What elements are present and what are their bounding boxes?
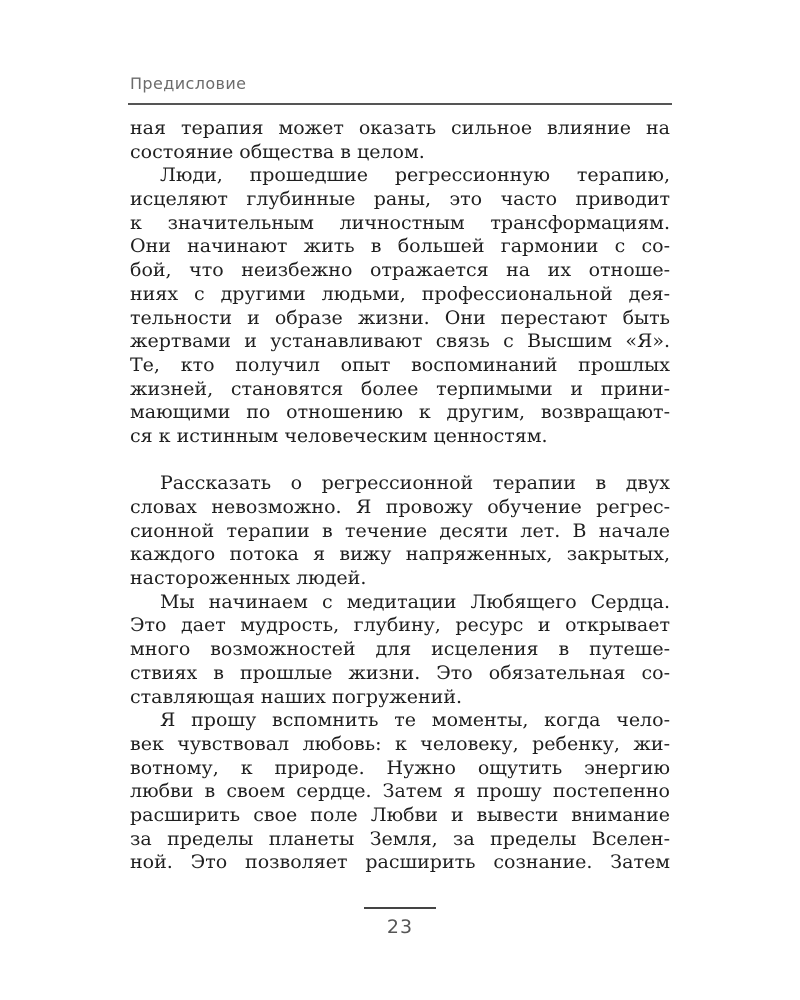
text-line: настороженных людей. bbox=[130, 567, 367, 590]
text-line: ной. Это позволяет расширить сознание. Затем bbox=[130, 851, 670, 874]
text-line: Люди, прошедшие регрессионную терапию, bbox=[160, 164, 670, 187]
paragraph-1 bbox=[130, 117, 670, 164]
text-line: мающими по отношению к другим, возвращают- bbox=[130, 401, 670, 424]
body-text bbox=[130, 117, 670, 875]
text-line: ная терапия может оказать сильное влияние на bbox=[130, 117, 670, 139]
text-line: каждого потока я вижу напряженных, закрытых, bbox=[130, 543, 670, 566]
text-line: Те, кто получил опыт воспоминаний прошлых bbox=[130, 353, 670, 376]
text-line: к значительным личностным трансформациям. bbox=[130, 211, 670, 234]
text-line: расширить свое поле Любви и вывести внимание bbox=[130, 803, 670, 826]
text-line: состояние общества в целом. bbox=[130, 140, 425, 163]
text-line: Рассказать о регрессионной терапии в двух bbox=[160, 472, 670, 495]
text-line: ствиях в прошлые жизни. Это обязательная со- bbox=[130, 661, 670, 684]
text-line: Это дает мудрость, глубину, ресурс и открывает bbox=[130, 614, 670, 637]
text-line: Они начинают жить в большей гармонии с со- bbox=[130, 235, 670, 258]
text-line: ниях с другими людьми, профессиональной дея- bbox=[130, 282, 670, 305]
text-line: жизней, становятся более терпимыми и прини- bbox=[130, 377, 670, 400]
text-line: ставляющая наших погружений. bbox=[130, 685, 463, 708]
text-line: Я прошу вспомнить те моменты, когда чело- bbox=[160, 709, 670, 732]
text-line: много возможностей для исцеления в путеше- bbox=[130, 638, 670, 661]
text-line: любви в своем сердце. Затем я прошу постепенно bbox=[130, 780, 670, 803]
header-rule bbox=[128, 103, 672, 105]
paragraph-4 bbox=[130, 591, 670, 709]
text-line: век чувствовал любовь: к человеку, ребенку, жи- bbox=[130, 732, 670, 755]
text-line: вотному, к природе. Нужно ощутить энергию bbox=[130, 756, 670, 779]
text-line: словах невозможно. Я провожу обучение регрес- bbox=[130, 496, 670, 518]
paragraph-3 bbox=[130, 472, 670, 590]
text-line: сионной терапии в течение десяти лет. В начале bbox=[130, 519, 670, 542]
page-number: 23 bbox=[386, 916, 414, 938]
text-line: бой, что неизбежно отражается на их отноше- bbox=[130, 259, 670, 282]
text-line: исцеляют глубинные раны, это часто приводит bbox=[130, 188, 670, 211]
paragraph-5 bbox=[130, 709, 670, 875]
text-line: Мы начинаем с медитации Любящего Сердца. bbox=[160, 590, 670, 613]
text-line: жертвами и устанавливают связь с Высшим «Я». bbox=[130, 330, 670, 353]
footer-rule bbox=[364, 907, 436, 909]
text-line: за пределы планеты Земля, за пределы Вселен- bbox=[130, 827, 670, 850]
section-break bbox=[130, 449, 670, 473]
paragraph-2 bbox=[130, 164, 670, 448]
text-line: ся к истинным человеческим ценностям. bbox=[130, 424, 548, 447]
running-header: Предисловие bbox=[130, 74, 247, 93]
text-line: тельности и образе жизни. Они перестают быть bbox=[130, 306, 670, 329]
